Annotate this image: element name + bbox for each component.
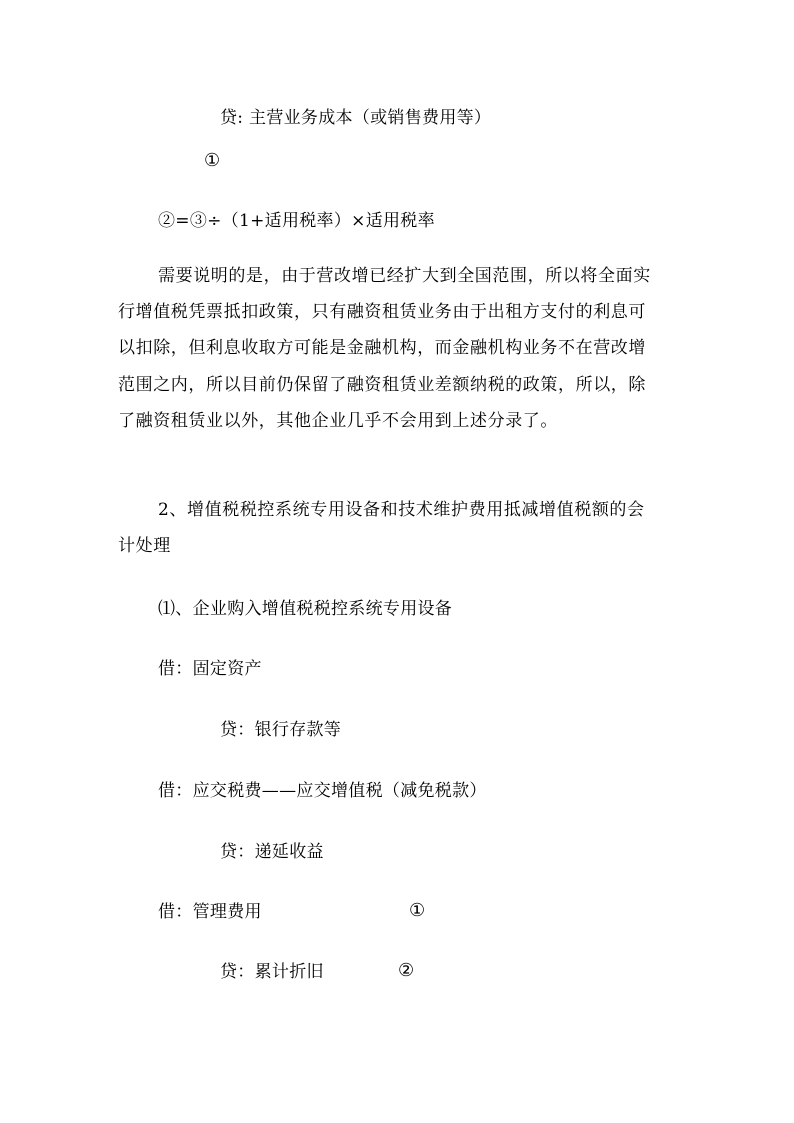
formula-line: ②=③÷（1+适用税率）×适用税率: [158, 211, 435, 231]
circled-two-marker: ②: [398, 960, 415, 981]
debit-line-admin-expense: 借：管理费用: [158, 902, 262, 922]
heading-line: 2、增值税税控系统专用设备和技术维护费用抵减增值税额的会: [158, 500, 645, 520]
debit-line-tax-payable: 借：应交税费——应交增值税（减免税款）: [158, 781, 487, 801]
paragraph-line: 需要说明的是，由于营改增已经扩大到全国范围，所以将全面实: [158, 266, 651, 286]
credit-line-bank-deposit: 贷：银行存款等: [220, 720, 342, 740]
heading-line: 计处理: [118, 536, 171, 557]
paragraph-line: 范围之内，所以目前仍保留了融资租赁业差额纳税的政策，所以，除: [118, 374, 646, 395]
paragraph-line: 以扣除，但利息收取方可能是金融机构，而金融机构业务不在营改增: [118, 338, 646, 359]
subsection-heading-1: ⑴、企业购入增值税税控系统专用设备: [158, 599, 453, 619]
circled-one-marker: ①: [204, 150, 221, 171]
section-heading-2: [118, 492, 678, 564]
credit-line-accumulated-depreciation: 贷：累计折旧: [220, 962, 324, 982]
paragraph-line: 了融资租赁业以外，其他企业几乎不会用到上述分录了。: [118, 410, 558, 431]
credit-line-main-business-cost: 贷: 主营业务成本（或销售费用等）: [220, 108, 492, 128]
explanation-paragraph: [118, 258, 678, 439]
circled-one-marker: ①: [409, 900, 426, 921]
debit-line-fixed-assets: 借：固定资产: [158, 659, 262, 679]
paragraph-line: 行增值税凭票抵扣政策，只有融资租赁业务由于出租方支付的利息可: [118, 302, 646, 323]
credit-line-deferred-income: 贷：递延收益: [220, 842, 324, 862]
